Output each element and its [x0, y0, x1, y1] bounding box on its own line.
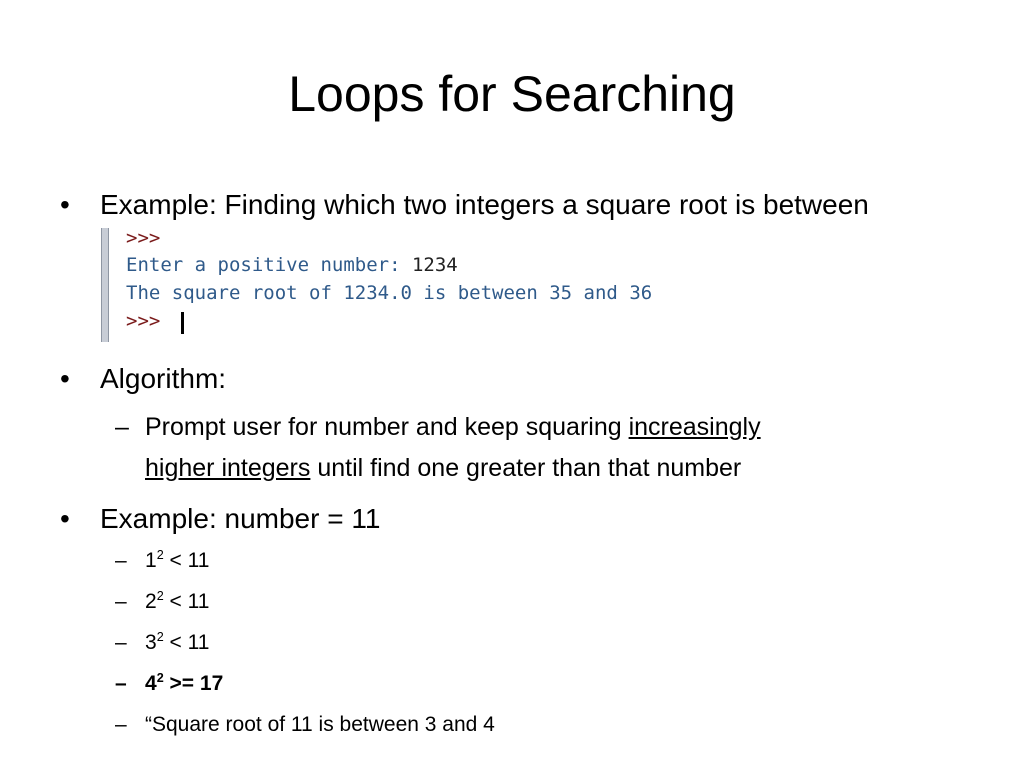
- base: 4: [145, 672, 157, 695]
- bullet-dot: •: [60, 363, 70, 394]
- underlined-text: increasingly: [628, 413, 761, 441]
- base: 3: [145, 631, 157, 654]
- shell-prompt-line-2: >>>: [126, 310, 161, 332]
- bullet-dot: •: [60, 189, 70, 220]
- exponent: 2: [156, 589, 164, 603]
- dash-marker: –: [115, 631, 127, 654]
- shell-gutter: [101, 228, 109, 342]
- sub-item-text: [145, 547, 209, 575]
- underlined-text: higher integers: [145, 454, 311, 482]
- exponent: 2: [156, 630, 164, 644]
- bullet-dot: •: [60, 503, 70, 534]
- shell-output-line: The square root of 1234.0 is between 35 and 36: [126, 282, 653, 304]
- comparison: < 11: [163, 631, 210, 654]
- sub-item-text: [145, 670, 223, 698]
- dash-marker: –: [115, 672, 127, 695]
- base: 2: [145, 590, 157, 613]
- base: 1: [145, 549, 157, 572]
- slide-title: Loops for Searching: [288, 66, 736, 122]
- sub-bullet-text: [145, 407, 761, 447]
- exponent: 2: [156, 671, 164, 685]
- exponent: 2: [156, 548, 164, 562]
- shell-input-line: [126, 253, 458, 277]
- dash-marker: –: [115, 590, 127, 613]
- comparison: >= 17: [163, 672, 224, 695]
- dash-marker: –: [115, 549, 127, 572]
- bullet-text: Algorithm:: [100, 363, 227, 394]
- dash-marker: –: [115, 713, 127, 736]
- shell-input-prompt: Enter a positive number:: [126, 254, 412, 276]
- shell-input-value: 1234: [411, 254, 458, 276]
- comparison: < 11: [163, 590, 210, 613]
- shell-prompt-line: >>>: [126, 227, 161, 249]
- text-part: until find one greater than that number: [310, 454, 742, 482]
- sub-bullet-text: [145, 448, 741, 488]
- sub-item-text: “Square root of 11 is between 3 and 4: [145, 713, 495, 736]
- text-part: Prompt user for number and keep squaring: [145, 413, 629, 441]
- bullet-text: Example: Finding which two integers a square root is between: [100, 189, 869, 220]
- sub-item-text: [145, 629, 209, 657]
- text-cursor: [181, 312, 184, 334]
- sub-item-text: [145, 588, 209, 616]
- bullet-text: Example: number = 11: [100, 503, 381, 534]
- dash-marker: –: [115, 413, 129, 441]
- comparison: < 11: [163, 549, 210, 572]
